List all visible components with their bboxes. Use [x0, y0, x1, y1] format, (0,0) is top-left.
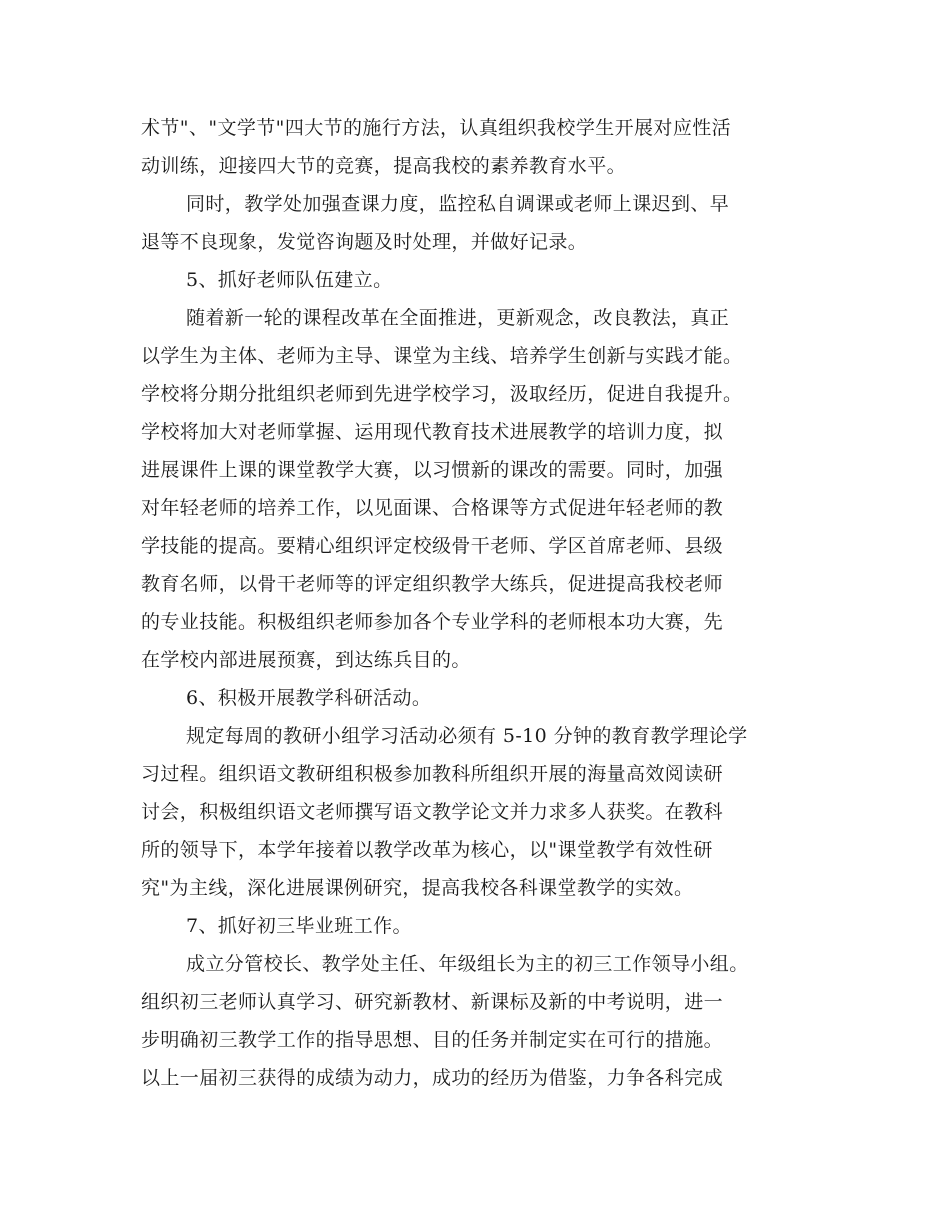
text-line: 学技能的提高。要精心组织评定校级骨干老师、学区首席老师、县级 [141, 535, 724, 557]
text-line: 组织初三老师认真学习、研究新教材、新课标及新的中考说明，进一 [141, 991, 724, 1013]
section-heading: 6、积极开展教学科研活动。 [186, 687, 432, 709]
text-line: 术节"、"文学节"四大节的施行方法，认真组织我校学生开展对应性活 [141, 117, 732, 139]
text-line: 进展课件上课的课堂教学大赛，以习惯新的课改的需要。同时，加强 [141, 459, 724, 481]
text-line: 学校将加大对老师掌握、运用现代教育技术进展教学的培训力度，拟 [141, 421, 724, 443]
text-line: 习过程。组织语文教研组积极参加教科所组织开展的海量高效阅读研 [141, 763, 724, 785]
text-line: 以学生为主体、老师为主导、课堂为主线、培养学生创新与实践才能。 [141, 345, 743, 367]
text-line: 以上一届初三获得的成绩为动力，成功的经历为借鉴，力争各科完成 [141, 1067, 724, 1089]
text-line: 的专业技能。积极组织老师参加各个专业学科的老师根本功大赛，先 [141, 611, 724, 633]
text-line: 随着新一轮的课程改革在全面推进，更新观念，改良教法，真正 [186, 307, 730, 329]
section-heading: 7、抓好初三毕业班工作。 [186, 915, 412, 937]
text-line: 讨会，积极组织语文老师撰写语文教学论文并力求多人获奖。在教科 [141, 801, 724, 823]
text-line: 成立分管校长、教学处主任、年级组长为主的初三工作领导小组。 [186, 953, 749, 975]
text-line: 究"为主线，深化进展课例研究，提高我校各科课堂教学的实效。 [141, 877, 694, 899]
text-line: 同时，教学处加强查课力度，监控私自调课或老师上课迟到、早 [186, 193, 730, 215]
text-line: 步明确初三教学工作的指导思想、目的任务并制定实在可行的措施。 [141, 1029, 724, 1051]
text-line: 退等不良现象，发觉咨询题及时处理，并做好记录。 [141, 231, 588, 253]
text-line: 动训练，迎接四大节的竞赛，提高我校的素养教育水平。 [141, 155, 627, 177]
text-line: 教育名师，以骨干老师等的评定组织教学大练兵，促进提高我校老师 [141, 573, 724, 595]
text-line: 所的领导下，本学年接着以教学改革为核心，以"课堂教学有效性研 [141, 839, 713, 861]
section-heading: 5、抓好老师队伍建立。 [186, 269, 393, 291]
text-line: 对年轻老师的培养工作，以见面课、合格课等方式促进年轻老师的教 [141, 497, 724, 519]
text-line: 规定每周的教研小组学习活动必须有 5-10 分钟的教育教学理论学 [186, 725, 748, 747]
text-line: 在学校内部进展预赛，到达练兵目的。 [141, 649, 471, 671]
text-line: 学校将分期分批组织老师到先进学校学习，汲取经历，促进自我提升。 [141, 383, 743, 405]
